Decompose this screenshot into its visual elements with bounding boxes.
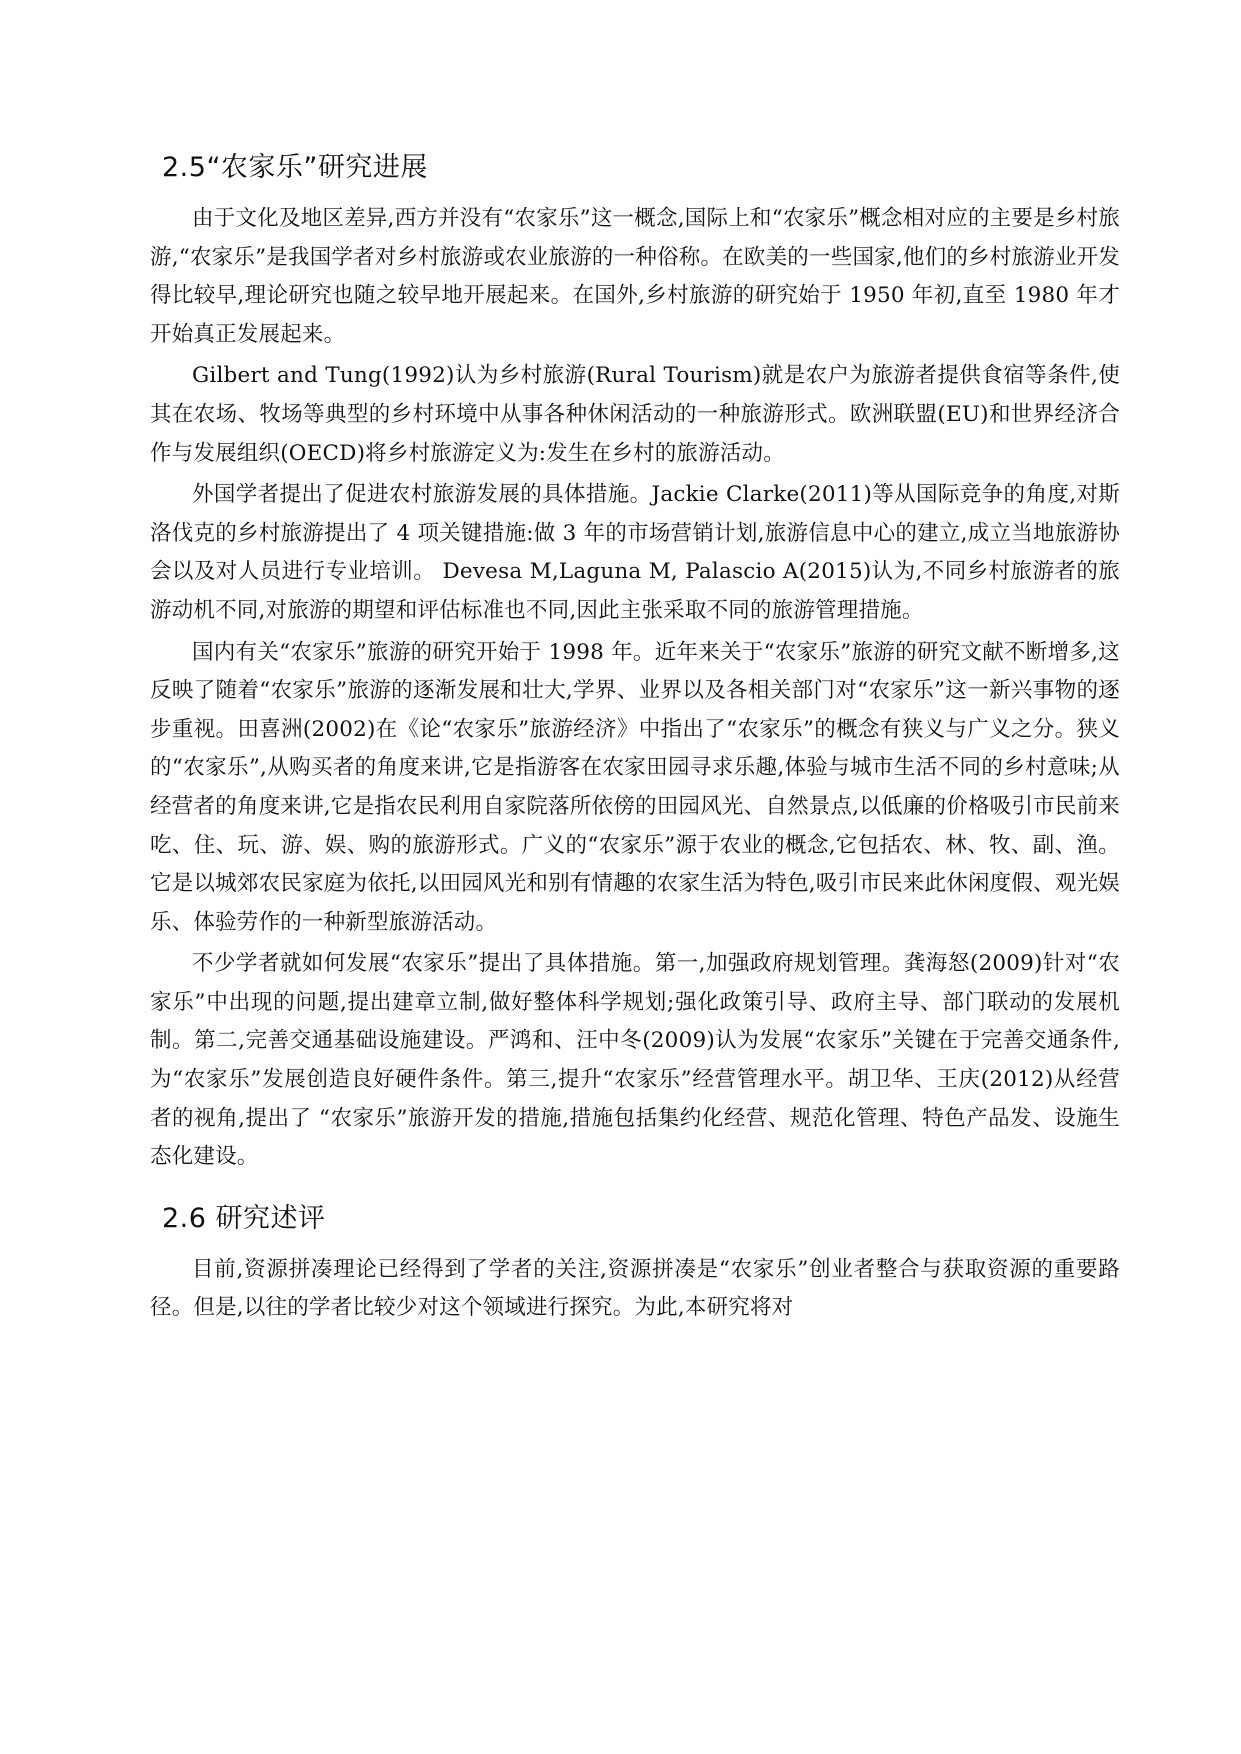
document-content bbox=[150, 148, 1120, 1331]
paragraph: 目前,资源拼凑理论已经得到了学者的关注,资源拼凑是“农家乐”创业者整合与获取资源的重要路径。但是,以往的学者比较少对这个领域进行探究。为此,本研究将对 bbox=[150, 1256, 1120, 1321]
paragraph: 国内有关“农家乐”旅游的研究开始于 1998 年。近年来关于“农家乐”旅游的研究文献不断增多,这反映了随着“农家乐”旅游的逐渐发展和壮大,学界、业界以及各相关部门对“农家乐”这一新兴事物的逐步重视。田喜洲(2002)在《论“农家乐”旅游经济》中指出了“农家乐”的概念有狭义与广义之分。狭义的“农家乐”,从购买者的角度来讲,它是指游客在农家田园寻求乐趣,体验与城市生活不同的乡村意味;从经营者的角度来讲,它是指农民利用自家院落所依傍的田园风光、自然景点,以低廉的价格吸引市民前来吃、住、玩、游、娱、购的旅游形式。广义的“农家乐”源于农业的概念,它包括农、林、牧、副、渔。它是以城郊农民家庭为依托,以田园风光和别有情趣的农家生活为特色,吸引市民来此休闲度假、观光娱乐、体验劳作的一种新型旅游活动。 bbox=[150, 639, 1120, 935]
paragraph: Gilbert and Tung(1992)认为乡村旅游(Rural Tourism)就是农户为旅游者提供食宿等条件,使其在农场、牧场等典型的乡村环境中从事各种休闲活动的一种旅游形式。欧洲联盟(EU)和世界经济合作与发展组织(OECD)将乡村旅游定义为:发生在乡村的旅游活动。 bbox=[150, 363, 1120, 466]
paragraph: 外国学者提出了促进农村旅游发展的具体措施。Jackie Clarke(2011)等从国际竞争的角度,对斯洛伐克的乡村旅游提出了 4 项关键措施:做 3 年的市场营销计划,旅游信息中心的建立,成立当地旅游协会以及对人员进行专业培训。 Devesa M,Laguna M, Palascio A(2015)认为,不同乡村旅游者的旅游动机不同,对旅游的期望和评估标准也不同,因此主张采取不同的旅游管理措施。 bbox=[150, 482, 1120, 623]
paragraph: 由于文化及地区差异,西方并没有“农家乐”这一概念,国际上和“农家乐”概念相对应的主要是乡村旅游,“农家乐”是我国学者对乡村旅游或农业旅游的一种俗称。在欧美的一些国家,他们的乡村旅游业开发得比较早,理论研究也随之较早地开展起来。在国外,乡村旅游的研究始于 1950 年初,直至 1980 年才开始真正发展起来。 bbox=[150, 206, 1120, 347]
section-heading-2-5: 2.5“农家乐”研究进展 bbox=[162, 152, 428, 183]
paragraph: 不少学者就如何发展“农家乐”提出了具体措施。第一,加强政府规划管理。龚海怒(2009)针对“农家乐”中出现的问题,提出建章立制,做好整体科学规划;强化政策引导、政府主导、部门联动的发展机制。第二,完善交通基础设施建设。严鸿和、汪中冬(2009)认为发展“农家乐”关键在于完善交通条件,为“农家乐”发展创造良好硬件条件。第三,提升“农家乐”经营管理水平。胡卫华、王庆(2012)从经营者的视角,提出了 “农家乐”旅游开发的措施,措施包括集约化经营、规范化管理、特色产品发、设施生态化建设。 bbox=[150, 951, 1120, 1170]
section-heading-2-6: 2.6 研究述评 bbox=[162, 1202, 326, 1234]
